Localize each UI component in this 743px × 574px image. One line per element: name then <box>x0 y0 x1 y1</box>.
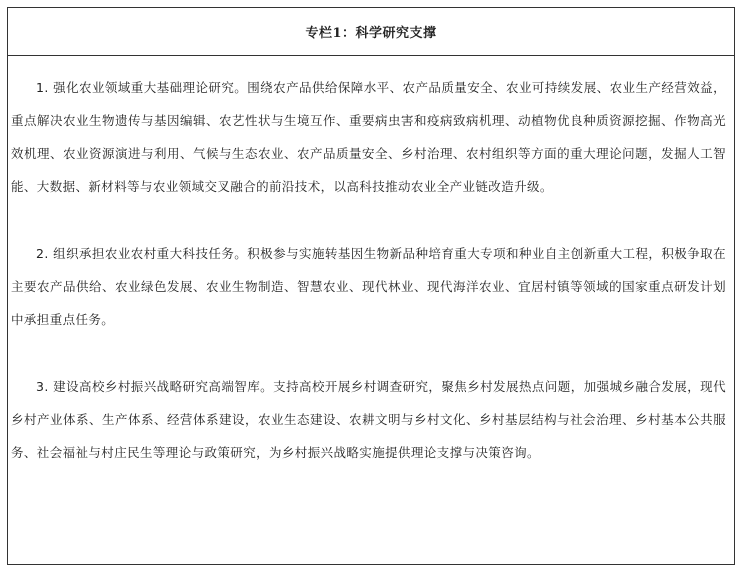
paragraph-spacer <box>11 336 726 370</box>
paragraph-1: 1. 强化农业领域重大基础理论研究。围绕农产品供给保障水平、农产品质量安全、农业可持续发展、农业生产经营效益，重点解决农业生物遗传与基因编辑、农艺性状与生境互作、重要病虫害和疫病致病机理、动植物优良种质资源挖掘、作物高光效机理、农业资源演进与利用、气候与生态农业、农产品质量安全、乡村治理、农村组织等方面的重大理论问题，发掘人工智能、大数据、新材料等与农业领域交叉融合的前沿技术，以高科技推动农业全产业链改造升级。 <box>11 80 726 194</box>
column-content <box>8 56 734 469</box>
paragraph-spacer <box>11 203 726 237</box>
column-box <box>7 7 735 565</box>
paragraph-3: 3. 建设高校乡村振兴战略研究高端智库。支持高校开展乡村调查研究，聚焦乡村发展热点问题，加强城乡融合发展，现代乡村产业体系、生产体系、经营体系建设，农业生态建设、农耕文明与乡村文化、乡村基层结构与社会治理、乡村基本公共服务、社会福祉与村庄民生等理论与政策研究，为乡村振兴战略实施提供理论支撑与决策咨询。 <box>11 379 726 460</box>
column-title: 专栏1：科学研究支撑 <box>8 8 734 56</box>
paragraph-2: 2. 组织承担农业农村重大科技任务。积极参与实施转基因生物新品种培育重大专项和种业自主创新重大工程，积极争取在主要农产品供给、农业绿色发展、农业生物制造、智慧农业、现代林业、现代海洋农业、宜居村镇等领域的国家重点研发计划中承担重点任务。 <box>11 246 726 327</box>
